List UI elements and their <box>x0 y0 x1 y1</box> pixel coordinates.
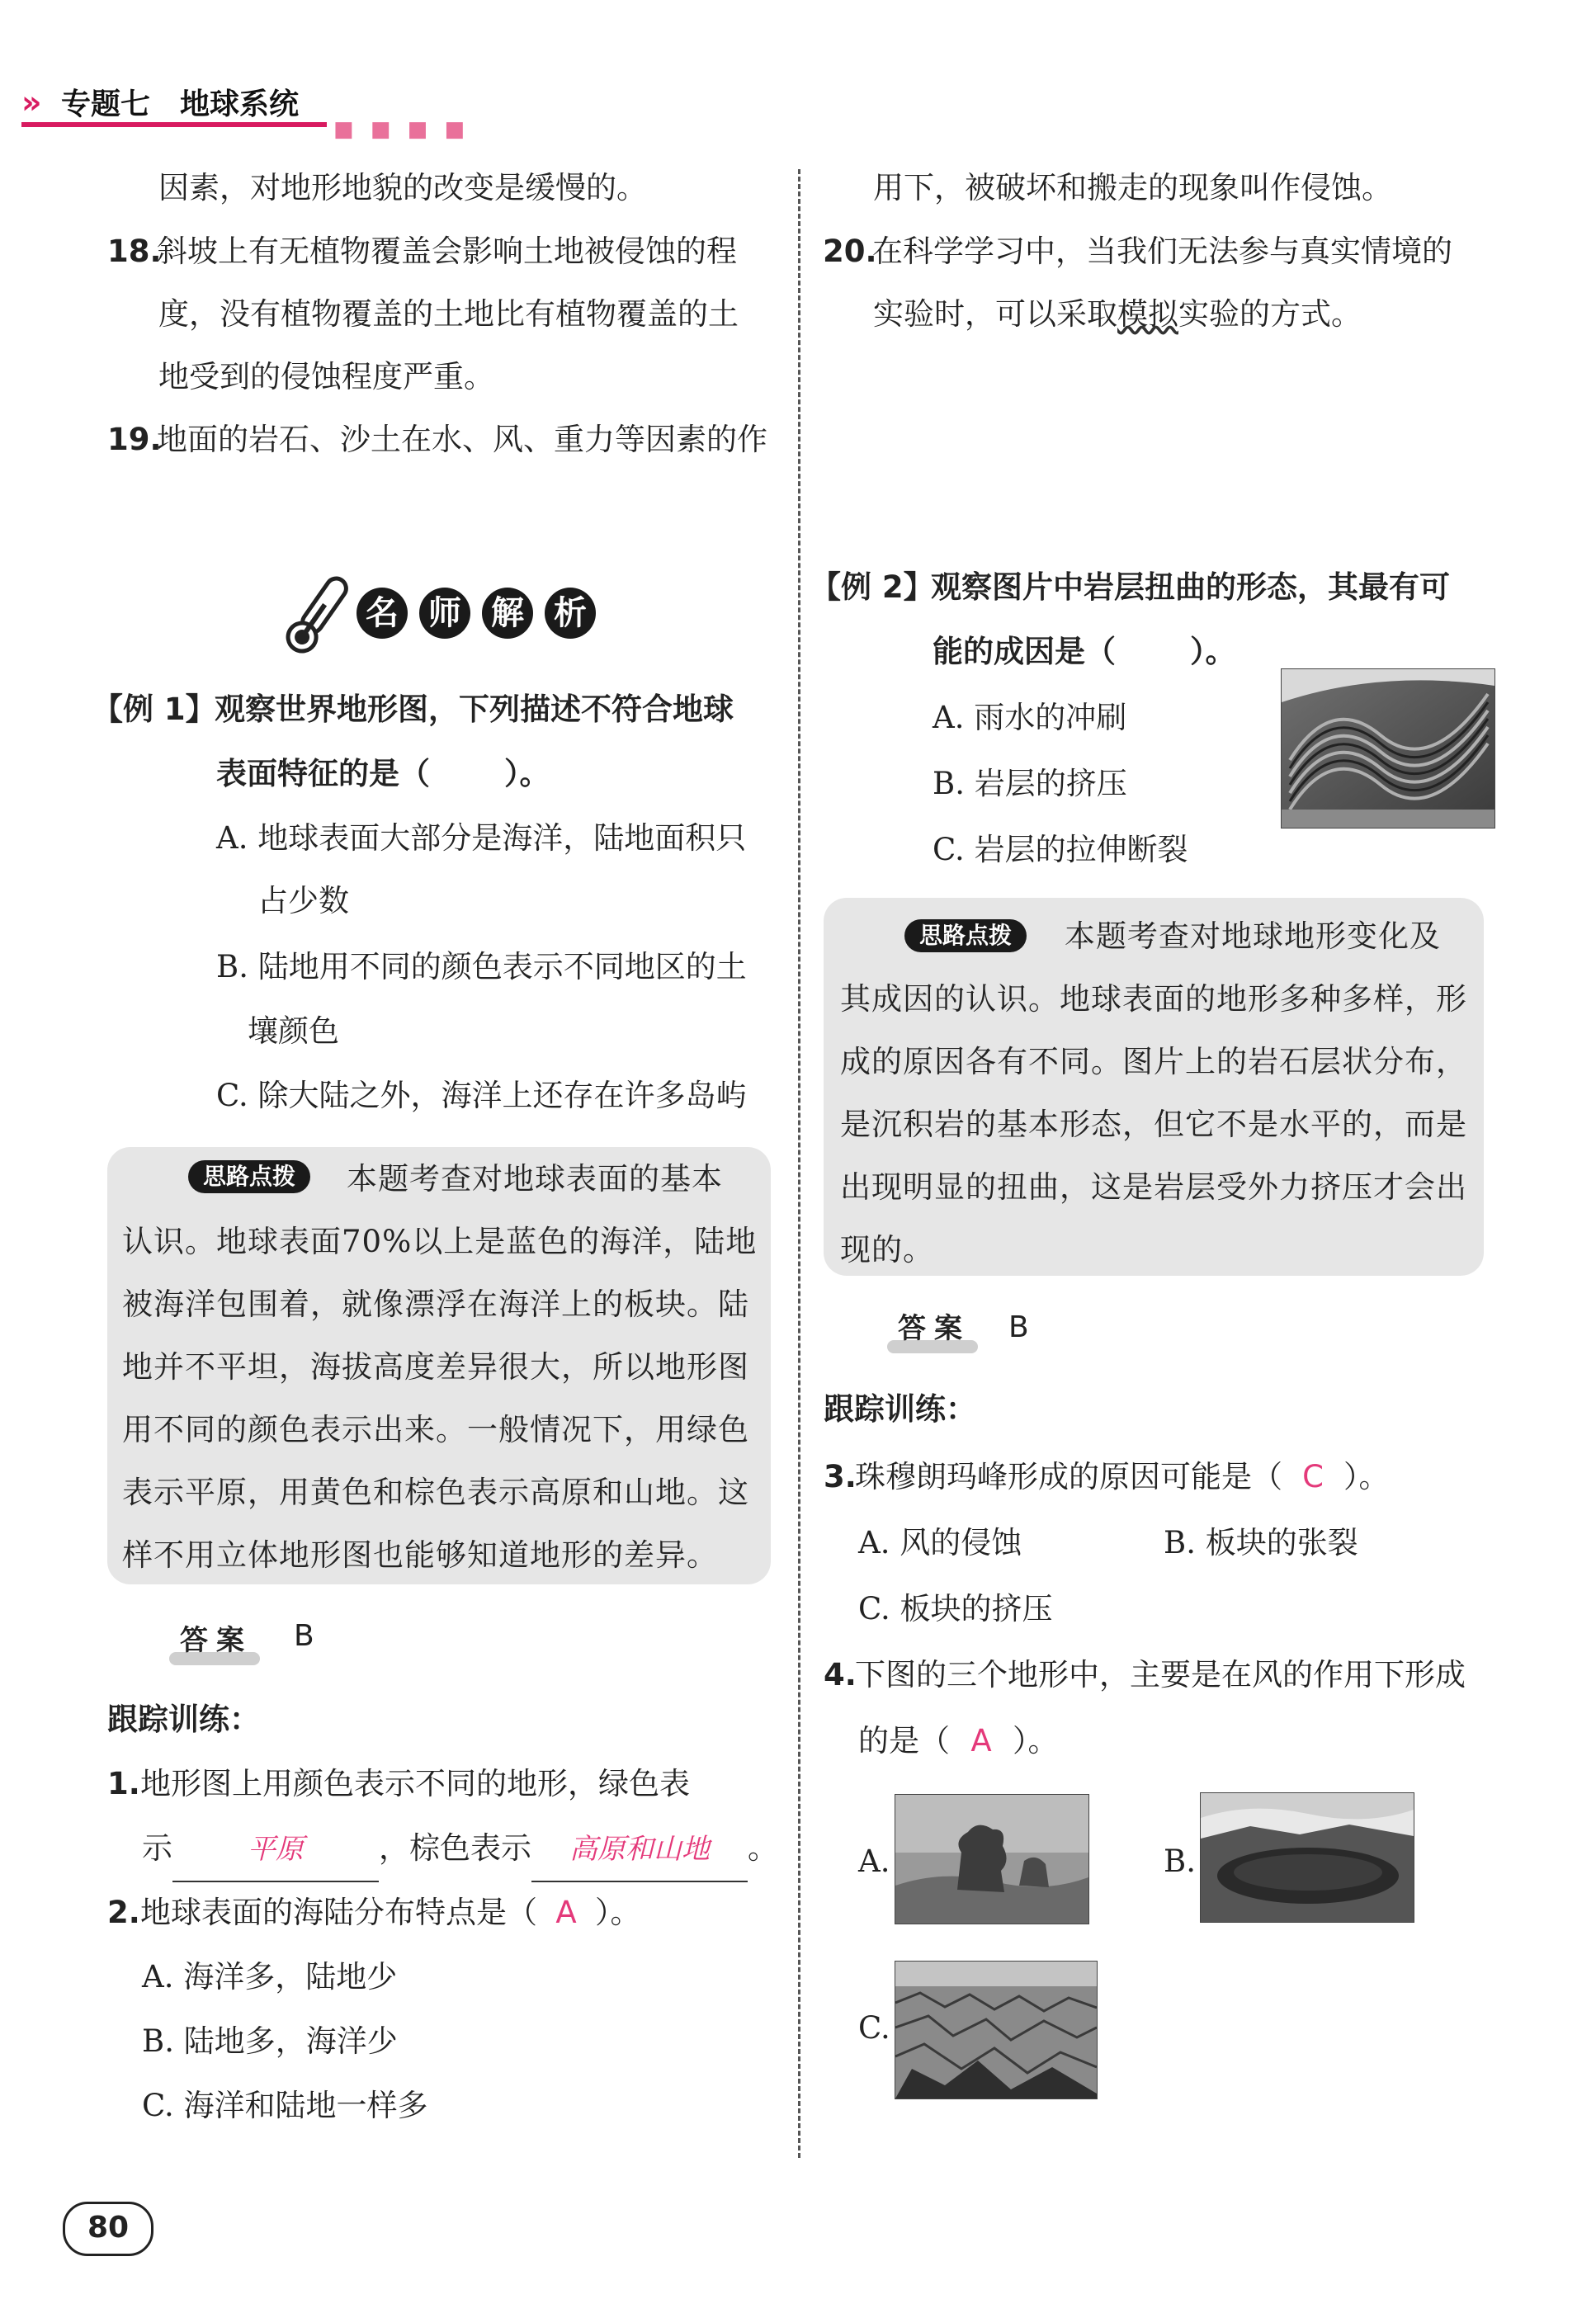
example-2-option-c: C. 岩层的拉伸断裂 <box>933 832 1188 867</box>
q2-number: 2. <box>107 1895 140 1930</box>
q2-option-b: B. 陆地多，海洋少 <box>142 2023 398 2059</box>
q1-text-post: 。 <box>748 1830 778 1866</box>
q1-text-pre: 示 <box>142 1830 172 1866</box>
example-2-question-line2 <box>933 621 1236 683</box>
example-2-option-b: B. 岩层的挤压 <box>933 766 1127 801</box>
hint-line: 被海洋包围着，就像漂浮在海洋上的板块。陆 <box>122 1286 749 1322</box>
q1-answer-1: 平原 <box>248 1833 304 1866</box>
q2-option-a: A. 海洋多，陆地少 <box>142 1959 398 1995</box>
example-1-option-b-line2: 壤颜色 <box>248 1013 339 1049</box>
section-title <box>357 588 596 639</box>
item-20-number: 20. <box>823 234 877 269</box>
q2-text-post: ）。 <box>595 1895 641 1930</box>
example-1-option-b-line1: B. 陆地用不同的颜色表示不同地区的土 <box>216 949 747 984</box>
example-1-question-pre: 表面特征的是（ <box>216 756 430 791</box>
q3-option-a: A. 风的侵蚀 <box>858 1525 1022 1560</box>
example-2-question-post: ）。 <box>1190 634 1236 669</box>
q4-line2 <box>858 1710 1059 1773</box>
example-2-answer: B <box>1008 1310 1029 1344</box>
hint-line: 现的。 <box>840 1232 934 1268</box>
q4-text-pre: 的是（ <box>858 1723 950 1759</box>
q3-option-c: C. 板块的挤压 <box>858 1591 1053 1626</box>
hint-tag: 思路点拨 <box>904 919 1027 952</box>
q2-answer: A <box>555 1895 577 1930</box>
q4-number: 4. <box>824 1657 857 1692</box>
q2-stem <box>140 1881 641 1944</box>
section-title-char: 名 <box>357 588 408 639</box>
eroded-badlands-photo <box>895 1961 1098 2099</box>
item-18-line3: 地受到的侵蚀程度严重。 <box>158 359 494 394</box>
chapter-title: 专题七 地球系统 <box>61 87 300 121</box>
header-rule <box>21 122 327 127</box>
hint-line: 出现明显的扭曲，这是岩层受外力挤压才会出 <box>840 1169 1467 1205</box>
hint-line: 用不同的颜色表示出来。一般情况下，用绿色 <box>122 1412 749 1447</box>
hint-line: 成的原因各有不同。图片上的岩石层状分布， <box>840 1044 1467 1079</box>
example-1-option-a-line1: A. 地球表面大部分是海洋，陆地面积只 <box>216 820 747 856</box>
q3-text-pre: 珠穆朗玛峰形成的原因可能是（ <box>855 1459 1282 1494</box>
image-label-b: B. <box>1164 1844 1196 1879</box>
q3-text-post: ）。 <box>1343 1459 1390 1494</box>
q1-text-mid: ，棕色表示 <box>379 1830 531 1866</box>
folded-rock-photo <box>1281 668 1495 829</box>
item-19-line1: 地面的岩石、沙土在水、风、重力等因素的作 <box>157 422 767 457</box>
chevron-icon: » <box>21 84 42 120</box>
example-1-question-post: ）。 <box>504 756 550 791</box>
hint-line: 本题考查对地球地形变化及 <box>1065 918 1441 954</box>
q4-text-post: ）。 <box>1013 1723 1059 1759</box>
section-title-char: 师 <box>419 588 470 639</box>
item-18-line2: 度，没有植物覆盖的土地比有植物覆盖的土 <box>158 296 739 332</box>
item-19-tail: 用下，被破坏和搬走的现象叫作侵蚀。 <box>873 170 1392 205</box>
hint-line: 认识。地球表面70%以上是蓝色的海洋，陆地 <box>122 1224 758 1259</box>
item-20-line2 <box>873 283 1362 346</box>
crater-lake-photo <box>1200 1792 1414 1923</box>
example-2-question-line1: 观察图片中岩层扭曲的形态，其最有可 <box>931 569 1450 605</box>
q1-blank-1 <box>172 1817 379 1882</box>
hint-line: 表示平原，用黄色和棕色表示高原和山地。这 <box>122 1475 749 1510</box>
thermometer-icon <box>276 569 359 660</box>
item-20-wavy-term: 模拟 <box>1117 296 1178 332</box>
hint-line: 本题考查对地球表面的基本 <box>347 1161 723 1197</box>
item-20-text-post: 实验的方式。 <box>1178 296 1362 332</box>
q3-option-b: B. 板块的张裂 <box>1164 1525 1358 1560</box>
q1-blank-2 <box>531 1817 748 1882</box>
example-1-answer: B <box>294 1619 314 1653</box>
q2-option-c: C. 海洋和陆地一样多 <box>142 2088 428 2123</box>
image-label-a: A. <box>858 1844 890 1879</box>
q3-number: 3. <box>824 1459 857 1494</box>
wind-eroded-rock-photo <box>895 1794 1089 1924</box>
header-dots: ■ ■ ■ ■ <box>333 117 470 142</box>
item-19-number: 19. <box>107 422 162 457</box>
item-18-number: 18. <box>107 234 162 269</box>
hint-line: 样不用立体地形图也能够知道地形的差异。 <box>122 1537 718 1573</box>
example-2-option-a: A. 雨水的冲刷 <box>933 700 1127 735</box>
hint-tag: 思路点拨 <box>188 1160 310 1193</box>
image-label-c: C. <box>858 2010 890 2046</box>
example-1-question-line2 <box>216 743 550 805</box>
example-2-question-pre: 能的成因是（ <box>933 634 1116 669</box>
practice-heading-right: 跟踪训练： <box>824 1391 976 1427</box>
item-18-line1: 斜坡上有无植物覆盖会影响土地被侵蚀的程 <box>157 234 737 269</box>
answer-tag: 答案 <box>898 1312 970 1345</box>
answer-tag: 答案 <box>180 1624 253 1657</box>
example-1-question-line1: 观察世界地形图，下列描述不符合地球 <box>215 692 734 727</box>
item-17-tail: 因素，对地形地貌的改变是缓慢的。 <box>158 170 647 205</box>
column-divider <box>798 169 800 2158</box>
section-title-char: 析 <box>545 588 596 639</box>
q1-line2 <box>142 1817 778 1882</box>
example-1-option-a-line2: 占少数 <box>257 883 349 918</box>
section-title-char: 解 <box>482 588 533 639</box>
page-number: 80 <box>63 2202 153 2256</box>
hint-line: 地并不平坦，海拔高度差异很大，所以地形图 <box>122 1349 749 1385</box>
q4-line1: 下图的三个地形中，主要是在风的作用下形成 <box>855 1657 1466 1692</box>
example-1-label: 【例 1】 <box>92 692 216 727</box>
q3-answer: C <box>1302 1459 1324 1494</box>
q2-text-pre: 地球表面的海陆分布特点是（ <box>140 1895 537 1930</box>
example-1-option-c: C. 除大陆之外，海洋上还存在许多岛屿 <box>216 1078 747 1113</box>
q1-number: 1. <box>107 1766 140 1801</box>
practice-heading-left: 跟踪训练： <box>107 1702 260 1737</box>
item-20-text-pre: 实验时，可以采取 <box>873 296 1117 332</box>
hint-line: 是沉积岩的基本形态，但它不是水平的，而是 <box>840 1107 1467 1142</box>
q1-line1: 地形图上用颜色表示不同的地形，绿色表 <box>140 1766 690 1801</box>
q3-stem <box>855 1446 1390 1508</box>
q4-answer: A <box>970 1723 992 1759</box>
hint-line: 其成因的认识。地球表面的地形多种多样，形 <box>840 981 1467 1017</box>
q1-answer-2: 高原和山地 <box>569 1833 710 1866</box>
example-2-label: 【例 2】 <box>810 569 934 605</box>
item-20-line1: 在科学学习中，当我们无法参与真实情境的 <box>872 234 1452 269</box>
